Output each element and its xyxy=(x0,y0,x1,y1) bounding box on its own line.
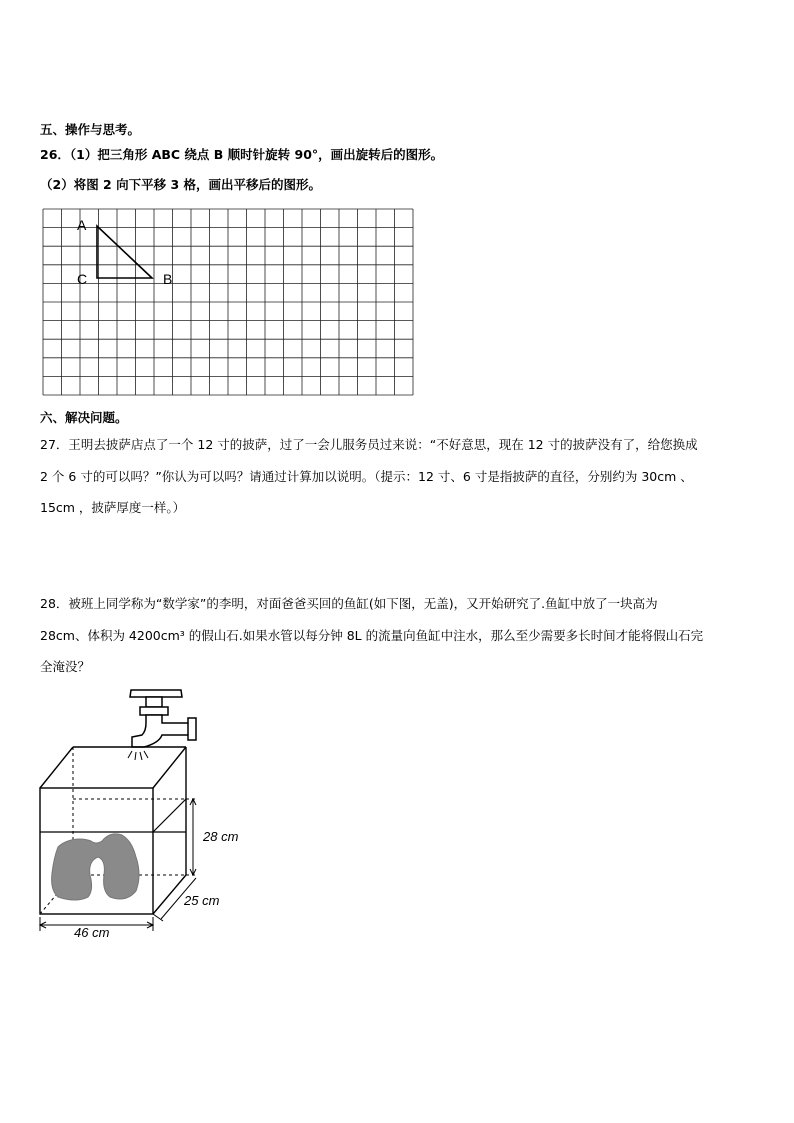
height-dimension xyxy=(190,799,196,875)
section-heading-five: 五、操作与思考。 xyxy=(40,122,141,137)
vertex-label-a: A xyxy=(77,217,87,233)
vertex-label-b: B xyxy=(163,271,173,287)
triangle-abc xyxy=(97,226,152,278)
q26-line-2: （2）将图 2 向下平移 3 格，画出平移后的图形。 xyxy=(40,177,322,192)
grid-with-triangle xyxy=(42,208,418,400)
q26-line-1: 26．（1）把三角形 ABC 绕点 B 顺时针旋转 90°，画出旋转后的图形。 xyxy=(40,147,444,162)
height-label: 28 cm xyxy=(203,829,239,844)
depth-label: 25 cm xyxy=(184,893,220,908)
q28-fish-tank-figure xyxy=(36,685,266,940)
q27-line-1: 27．王明去披萨店点了一个 12 寸的披萨，过了一会儿服务员过来说：“不好意思，现在 12 寸的披萨没有了，给您换成 xyxy=(40,437,698,452)
q26-grid-figure xyxy=(42,208,418,400)
section-heading-six: 六、解决问题。 xyxy=(40,410,128,425)
rock-shape xyxy=(52,834,139,900)
q28-line-2: 28cm、体积为 4200cm³ 的假山石.如果水管以每分钟 8L 的流量向鱼缸中注水，那么至少需要多长时间才能将假山石完 xyxy=(40,628,704,643)
q28-line-1: 28．被班上同学称为“数学家”的李明，对面爸爸买回的鱼缸(如下图，无盖)，又开始研究了.鱼缸中放了一块高为 xyxy=(40,596,658,611)
width-label: 46 cm xyxy=(74,925,110,940)
q27-line-3: 15cm ，披萨厚度一样。） xyxy=(40,500,186,515)
vertex-label-c: C xyxy=(77,271,88,287)
q28-line-3: 全淹没？ xyxy=(40,659,91,674)
fish-tank-diagram xyxy=(36,685,266,940)
faucet-icon xyxy=(130,690,196,747)
water-spray-icon xyxy=(128,751,148,760)
q27-line-2: 2 个 6 寸的可以吗？”你认为可以吗？请通过计算加以说明。（提示：12 寸、6 寸是指披萨的直径，分别约为 30cm 、 xyxy=(40,469,693,484)
